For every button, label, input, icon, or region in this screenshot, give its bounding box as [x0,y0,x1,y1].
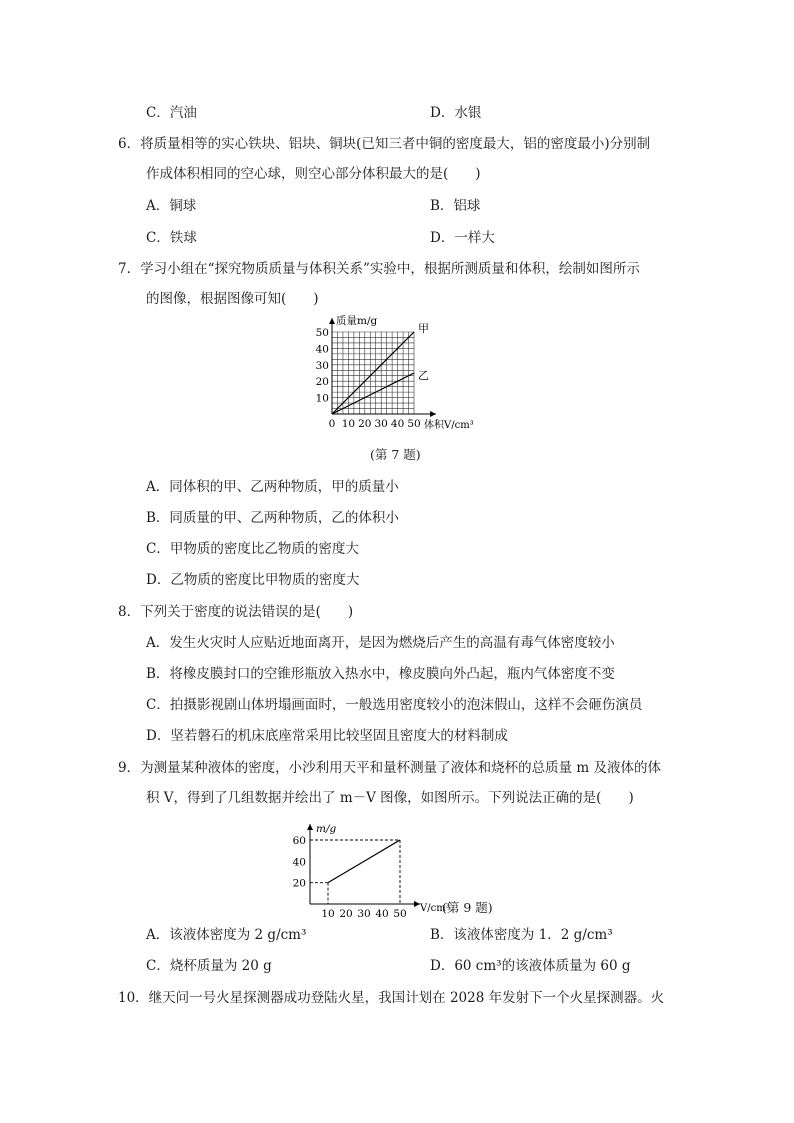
q7-caption: (第 7 题) [370,447,421,462]
q8-option-d: D．坚若磐石的机床底座常采用比较坚固且密度大的材料制成 [146,728,508,744]
y-axis-label: 质量m/g [336,315,378,327]
series-label: 甲 [418,322,429,335]
q7-mass-volume-chart [310,314,500,436]
y-tick-label: 20 [292,877,306,890]
q6-option-c: C．铁球 [146,230,197,246]
x-tick-label: 20 [358,418,372,430]
q9-m-v-chart [280,812,450,920]
q6-option-d: D．一样大 [430,230,495,246]
q5-option-d: D．水银 [430,105,482,121]
x-axis-label: 体积V/cm³ [424,420,474,431]
q9-stem-line1: 9．为测量某种液体的密度，小沙利用天平和量杯测量了液体和烧杯的总质量 m 及液体的体 [118,760,661,776]
y-tick-label: 30 [315,359,329,372]
q8-option-a: A．发生火灾时人应贴近地面离开，是因为燃烧后产生的高温有毒气体密度较小 [146,635,615,651]
q6-option-a: A．铜球 [146,198,197,214]
series-label: 乙 [418,369,429,382]
x-tick-label: 10 [341,418,356,430]
y-tick-label: 60 [292,835,306,847]
series-line-yi [332,373,414,414]
x-tick-label: 50 [407,418,421,430]
q9-option-c: C．烧杯质量为 20 g [146,958,272,974]
x-tick-label: 40 [390,418,405,430]
q9-option-d: D．60 cm³的该液体质量为 60 g [430,958,631,974]
y-axis-arrow [307,824,313,830]
y-tick-label: 20 [315,376,329,389]
q7-stem-line2: 的图像，根据图像可知( ) [146,291,319,307]
q7-option-b: B．同质量的甲、乙两种物质，乙的体积小 [146,510,399,526]
x-tick-label: 20 [339,908,353,920]
y-axis-arrow [329,318,335,324]
x-tick-label: 0 [328,418,336,430]
x-axis-arrow [430,411,436,417]
q6-stem-line1: 6．将质量相等的实心铁块、铝块、铜块(已知三者中铜的密度最大，铝的密度最小)分别制 [118,136,651,152]
q7-option-a: A．同体积的甲、乙两种物质，甲的质量小 [146,479,399,495]
series-line-m-v [328,840,400,883]
x-tick-label: 10 [321,908,335,920]
q8-stem: 8．下列关于密度的说法错误的是( ) [118,604,354,620]
q6-option-b: B．铝球 [430,198,481,214]
x-tick-label: 30 [357,908,371,920]
y-tick-label: 40 [315,343,329,356]
q7-option-c: C．甲物质的密度比乙物质的密度大 [146,541,359,557]
series-line-jia [332,332,414,414]
q9-caption: (第 9 题) [442,900,493,915]
y-tick-label: 40 [292,856,306,869]
q8-option-b: B．将橡皮膜封口的空锥形瓶放入热水中，橡皮膜向外凸起，瓶内气体密度不变 [146,666,615,682]
q8-option-c: C．拍摄影视剧山体坍塌画面时，一般选用密度较小的泡沫假山，这样不会砸伤演员 [146,697,643,713]
x-tick-label: 50 [393,908,407,920]
q9-stem-line2: 积 V，得到了几组数据并绘出了 m－V 图像，如图所示。下列说法正确的是( ) [146,790,634,806]
q6-stem-line2: 作成体积相同的空心球，则空心部分体积最大的是( ) [146,166,481,182]
q9-option-a: A．该液体密度为 2 g/cm³ [146,927,307,943]
q7-stem-line1: 7．学习小组在“探究物质质量与体积关系”实验中，根据所测质量和体积，绘制如图所示 [118,261,640,277]
q9-option-b: B．该液体密度为 1．2 g/cm³ [430,927,613,943]
y-tick-label: 10 [315,392,329,405]
y-tick-label: 50 [315,327,329,339]
q5-option-c: C．汽油 [146,105,197,121]
q7-option-d: D．乙物质的密度比甲物质的密度大 [146,572,360,588]
x-tick-label: 40 [375,908,389,920]
q10-stem-line1: 10．继天问一号火星探测器成功登陆火星，我国计划在 2028 年发射下一个火星探测器。火 [118,990,665,1006]
x-axis-label: V/cm³ [420,903,450,914]
y-axis-label: m/g [316,823,337,835]
x-tick-label: 30 [374,418,388,430]
